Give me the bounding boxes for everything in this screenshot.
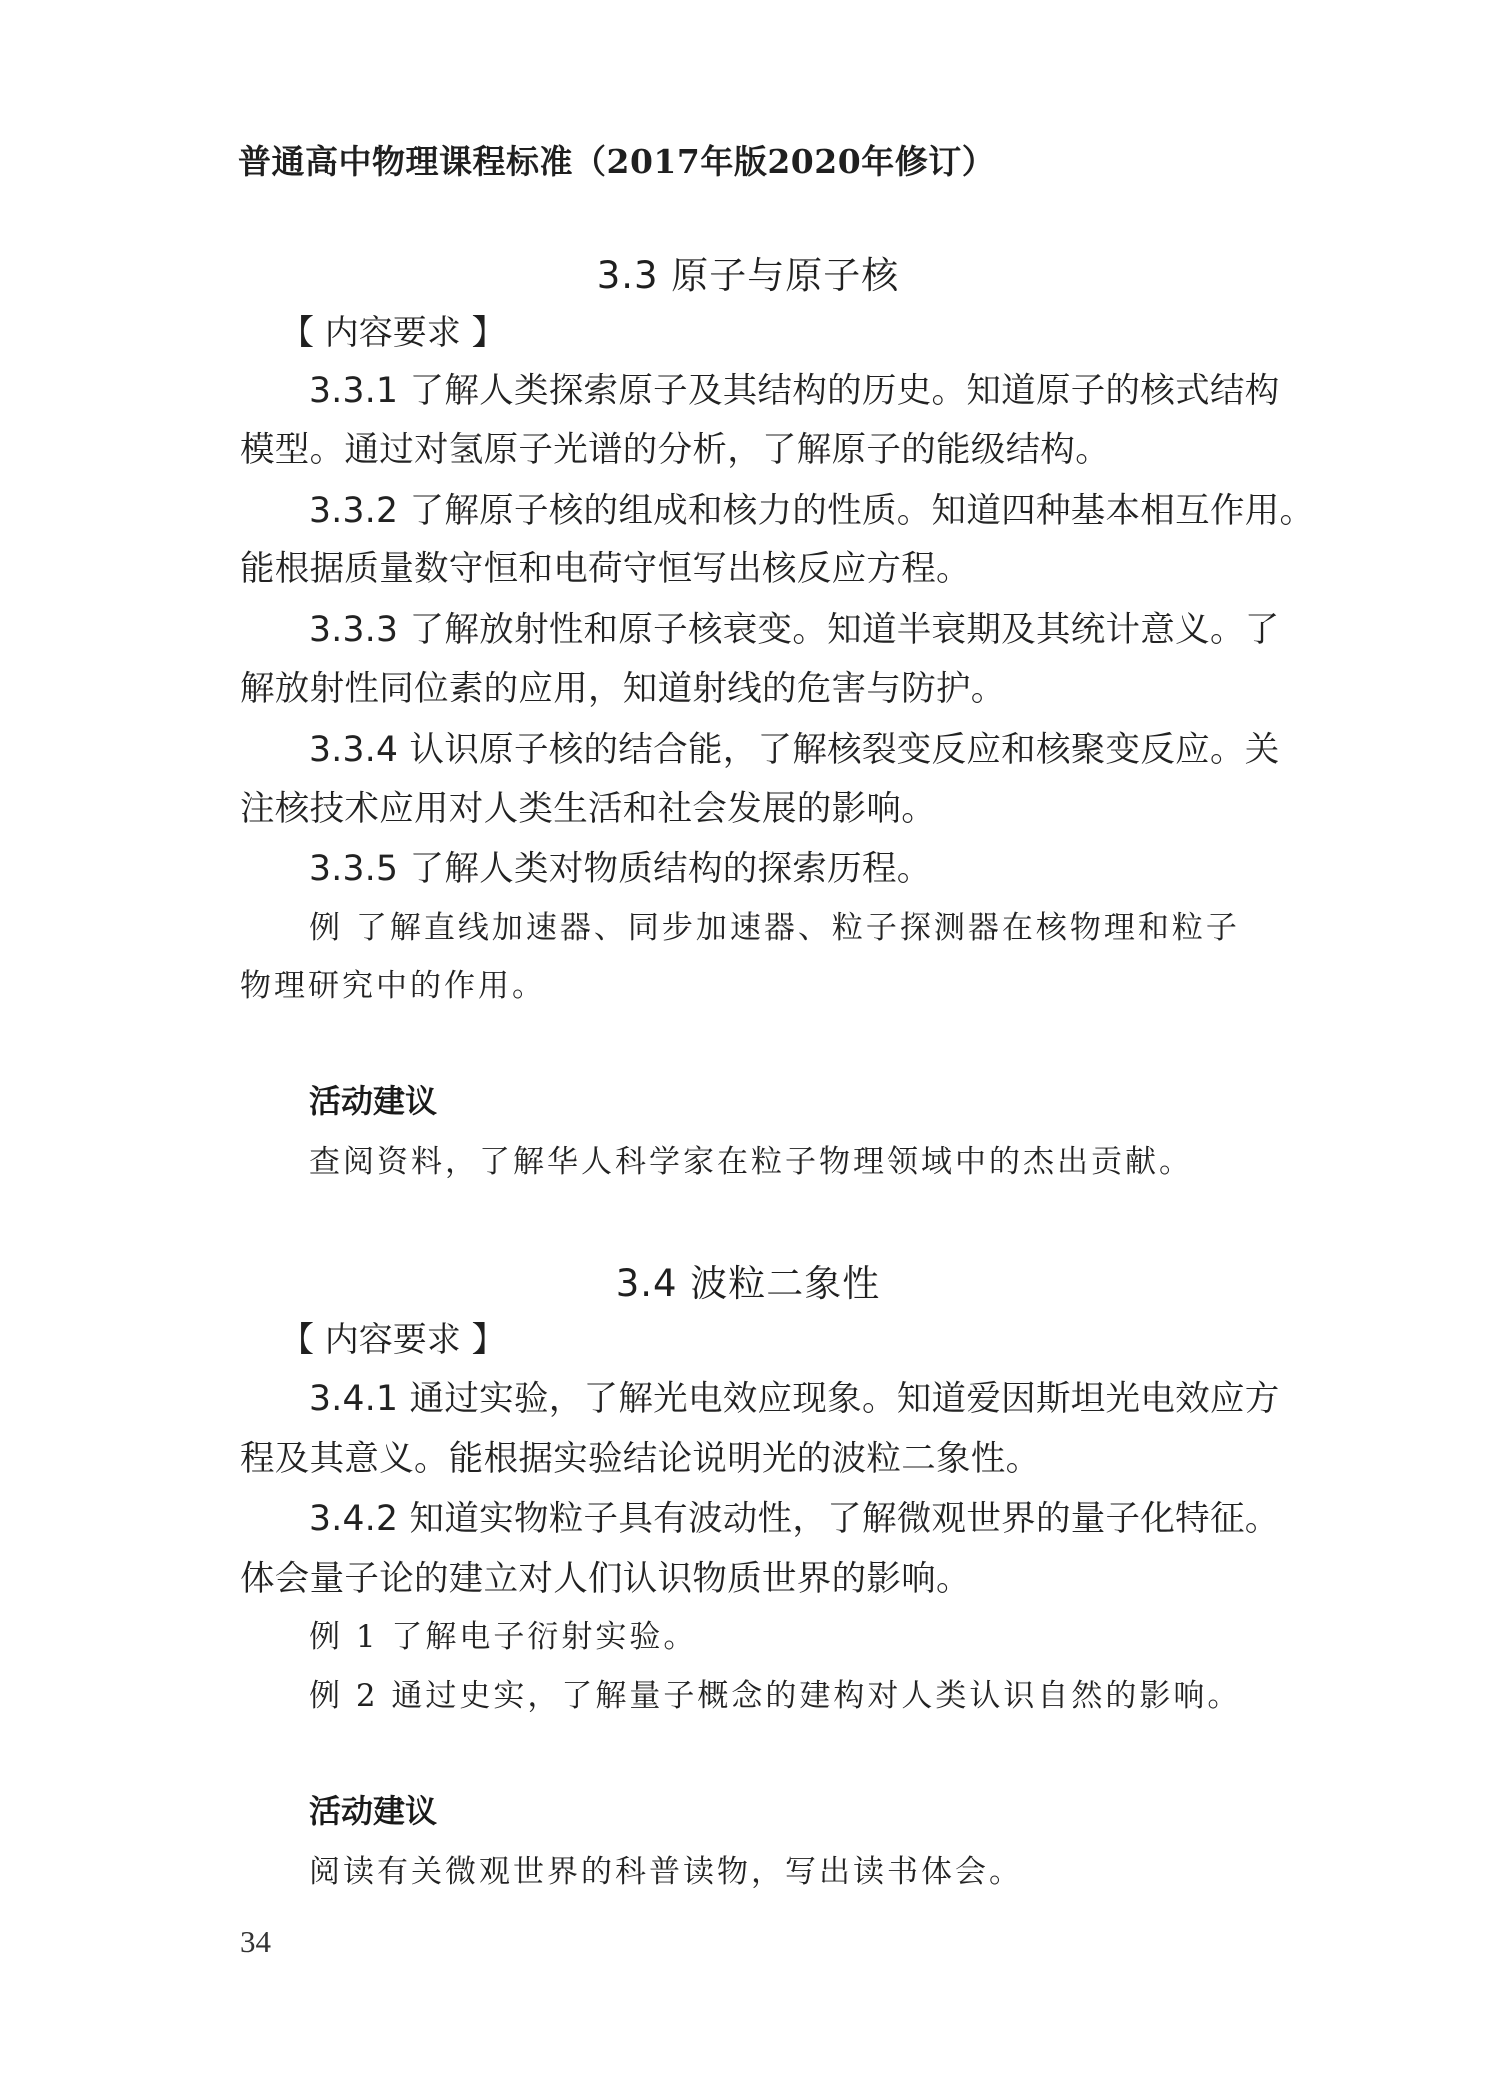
example-line: 例 了解直线加速器、同步加速器、粒子探测器在核物理和粒子 xyxy=(309,910,1240,946)
activity-suggestion-title: 活动建议 xyxy=(309,1792,438,1830)
page-number: 34 xyxy=(240,1924,271,1959)
activity-suggestion-text: 查阅资料，了解华人科学家在粒子物理领域中的杰出贡献。 xyxy=(309,1144,1193,1180)
content-requirements-label: 【 内容要求 】 xyxy=(280,313,506,353)
paragraph-line: 程及其意义。能根据实验结论说明光的波粒二象性。 xyxy=(240,1439,1041,1479)
paragraph-line: 模型。通过对氢原子光谱的分析，了解原子的能级结构。 xyxy=(240,430,1110,470)
example-line: 例 1 了解电子衍射实验。 xyxy=(309,1619,698,1655)
activity-suggestion-title: 活动建议 xyxy=(309,1082,438,1120)
running-header: 普通高中物理课程标准（2017年版2020年修订） xyxy=(238,142,996,181)
example-line: 物理研究中的作用。 xyxy=(240,968,546,1004)
paragraph-line: 3.4.2 知道实物粒子具有波动性，了解微观世界的量子化特征。 xyxy=(309,1499,1280,1539)
activity-suggestion-text: 阅读有关微观世界的科普读物，写出读书体会。 xyxy=(309,1854,1023,1890)
paragraph-line: 3.3.2 了解原子核的组成和核力的性质。知道四种基本相互作用。 xyxy=(309,491,1315,531)
paragraph-line: 注核技术应用对人类生活和社会发展的影响。 xyxy=(240,789,936,829)
section-title: 3.4 波粒二象性 xyxy=(615,1262,881,1305)
paragraph-line: 体会量子论的建立对人们认识物质世界的影响。 xyxy=(240,1559,971,1599)
paragraph-line: 3.3.1 了解人类探索原子及其结构的历史。知道原子的核式结构 xyxy=(309,371,1280,411)
paragraph-line: 能根据质量数守恒和电荷守恒写出核反应方程。 xyxy=(240,549,971,589)
example-line: 例 2 通过史实，了解量子概念的建构对人类认识自然的影响。 xyxy=(309,1678,1242,1714)
content-requirements-label: 【 内容要求 】 xyxy=(280,1320,506,1360)
paragraph-line: 3.3.5 了解人类对物质结构的探索历程。 xyxy=(309,849,932,889)
section-title: 3.3 原子与原子核 xyxy=(596,254,900,297)
paragraph-line: 解放射性同位素的应用，知道射线的危害与防护。 xyxy=(240,669,1006,709)
paragraph-line: 3.3.4 认识原子核的结合能，了解核裂变反应和核聚变反应。关 xyxy=(309,730,1280,770)
paragraph-line: 3.4.1 通过实验，了解光电效应现象。知道爱因斯坦光电效应方 xyxy=(309,1379,1280,1419)
paragraph-line: 3.3.3 了解放射性和原子核衰变。知道半衰期及其统计意义。了 xyxy=(309,610,1280,650)
